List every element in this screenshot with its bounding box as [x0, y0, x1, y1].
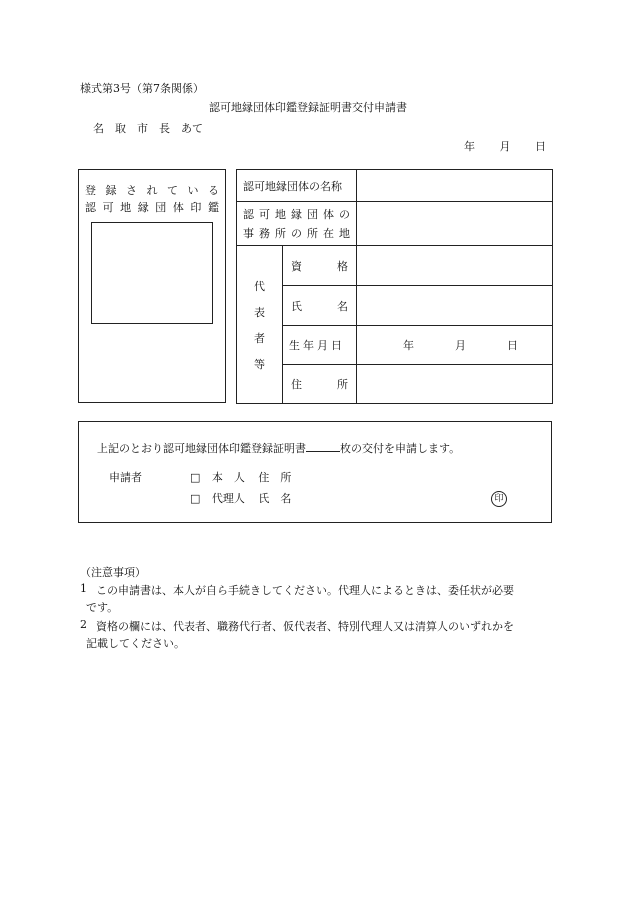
representative-name-field[interactable]	[357, 286, 553, 326]
representative-address-label: 住 所	[283, 365, 357, 404]
addressee: 名 取 市 長 あて	[93, 122, 203, 135]
birth-month-unit: 月	[455, 339, 466, 352]
note-1-line-2: です。	[86, 601, 119, 614]
registered-seal-box	[78, 169, 226, 403]
request-statement: 上記のとおり認可地縁団体印鑑登録証明書 枚の交付を申請します。	[97, 442, 461, 455]
self-checkbox[interactable]: □	[190, 471, 201, 484]
applicant-label: 申請者	[109, 471, 142, 484]
date-year: 年	[464, 140, 475, 153]
organization-info-table	[236, 169, 553, 404]
birth-year-unit: 年	[403, 339, 414, 352]
agent-checkbox[interactable]: □	[190, 492, 201, 505]
note-1-line-1: この申請書は、本人が自ら手続きしてください。代理人によるときは、委任状が必要	[96, 584, 514, 597]
note-2-number: 2	[80, 618, 87, 631]
representative-label: 代 表 者 等	[237, 246, 283, 404]
org-name-field[interactable]	[357, 170, 553, 202]
note-2-line-2: 記載してください。	[86, 637, 185, 650]
request-box	[78, 421, 552, 523]
org-address-label: 認 可 地 縁 団 体 の 事 務 所 の 所 在 地	[237, 202, 357, 246]
agent-label: 代理人	[211, 492, 245, 505]
seal-box-label-line2: 認 可 地 縁 団 体 印 鑑	[85, 201, 219, 214]
self-address-label: 住 所	[258, 471, 292, 484]
form-title: 認可地縁団体印鑑登録証明書交付申請書	[209, 101, 407, 114]
agent-row	[190, 490, 291, 506]
seal-box-label-line1: 登 録 さ れ て い る	[85, 184, 219, 197]
birth-day-unit: 日	[507, 339, 518, 352]
copies-count-field[interactable]	[306, 441, 340, 452]
birthdate-label: 生年月日	[283, 326, 357, 365]
form-number: 様式第3号（第7条関係）	[80, 82, 204, 95]
representative-address-field[interactable]	[357, 365, 553, 404]
self-label: 本 人	[211, 471, 245, 484]
self-row	[190, 469, 291, 485]
seal-stamp-mark: 印	[491, 491, 507, 507]
date-line	[464, 138, 546, 154]
org-name-label: 認可地縁団体の名称	[237, 170, 357, 202]
org-address-field[interactable]	[357, 202, 553, 246]
seal-impression-area[interactable]	[91, 222, 213, 324]
note-1-number: 1	[80, 582, 87, 595]
birthdate-field[interactable]	[357, 326, 553, 365]
note-2-line-1: 資格の欄には、代表者、職務代行者、仮代表者、特別代理人又は清算人のいずれかを	[96, 620, 514, 633]
date-day: 日	[535, 140, 546, 153]
qualification-label: 資 格	[283, 246, 357, 286]
representative-name-label: 氏 名	[283, 286, 357, 326]
notes-heading: （注意事項）	[80, 566, 146, 579]
date-month: 月	[499, 140, 511, 153]
qualification-field[interactable]	[357, 246, 553, 286]
agent-name-label: 氏 名	[258, 492, 292, 505]
